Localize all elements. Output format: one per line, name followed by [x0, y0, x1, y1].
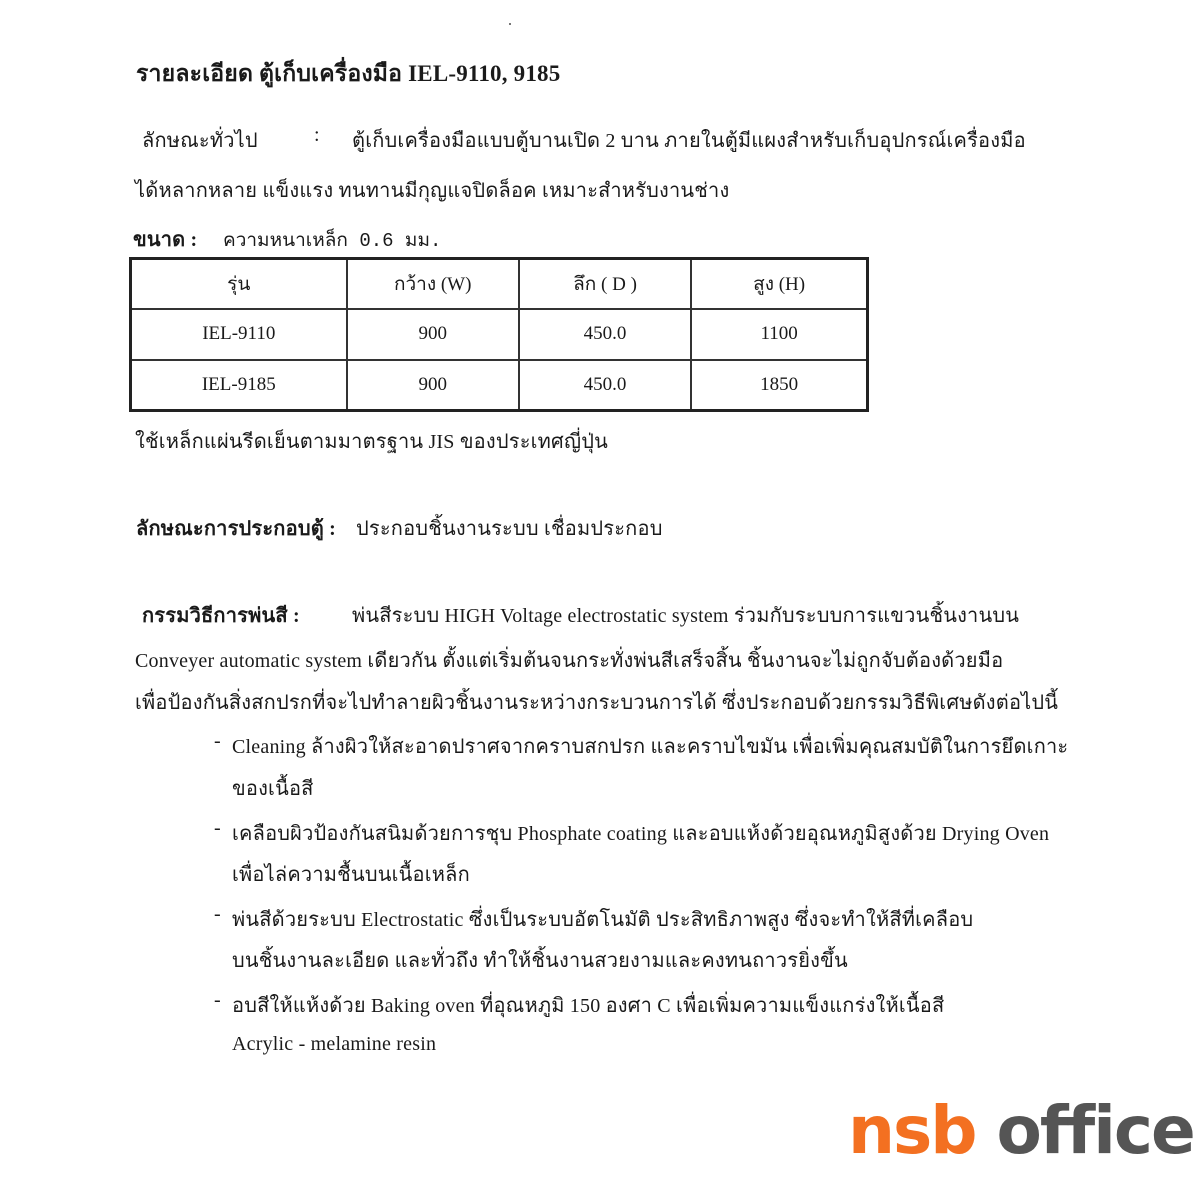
step-2-dash: - — [214, 817, 221, 839]
table-row — [131, 360, 868, 411]
general-colon: : — [314, 124, 320, 146]
logo-brand-text: nsb — [848, 1092, 976, 1169]
dimensions-table — [129, 257, 869, 412]
step-4-line-2: Acrylic - melamine resin — [232, 1033, 437, 1055]
steel-note: ใช้เหล็กแผ่นรีดเย็นตามมาตรฐาน JIS ของประเทศญี่ปุ่น — [135, 431, 608, 453]
size-value: ความหนาเหล็ก 0.6 มม. — [223, 230, 442, 252]
general-line-2: ได้หลากหลาย แข็งแรง ทนทานมีกุญแจปิดล็อค เหมาะสำหรับงานช่าง — [135, 180, 730, 202]
cell-height: 1100 — [691, 309, 867, 360]
painting-line-1: พ่นสีระบบ HIGH Voltage electrostatic system ร่วมกับระบบการแขวนชิ้นงานบน — [352, 605, 1020, 627]
assembly-label: ลักษณะการประกอบตู้ : — [136, 518, 336, 540]
step-4-dash: - — [214, 989, 221, 1011]
general-label: ลักษณะทั่วไป — [142, 130, 258, 152]
cell-depth: 450.0 — [519, 309, 691, 360]
step-2-line-2: เพื่อไล่ความชื้นบนเนื้อเหล็ก — [232, 864, 470, 886]
painting-line-2: Conveyer automatic system เดียวกัน ตั้งแต่เริ่มต้นจนกระทั่งพ่นสีเสร็จสิ้น ชิ้นงานจะไม่ถูกจับต้องด้วยมือ — [135, 650, 1004, 672]
document-title: รายละเอียด ตู้เก็บเครื่องมือ IEL-9110, 9185 — [136, 61, 561, 86]
header-height: สูง (H) — [691, 259, 867, 310]
painting-label: กรรมวิธีการพ่นสี : — [142, 605, 300, 627]
cell-model: IEL-9185 — [131, 360, 347, 411]
step-2-line-1: เคลือบผิวป้องกันสนิมด้วยการชุบ Phosphate coating และอบแห้งด้วยอุณหภูมิสูงด้วย Drying Oven — [232, 823, 1050, 845]
step-3-line-2: บนชิ้นงานละเอียด และทั่วถึง ทำให้ชิ้นงานสวยงามและคงทนถาวรยิ่งขึ้น — [232, 950, 848, 972]
step-1-line-2: ของเนื้อสี — [232, 778, 314, 800]
cell-height: 1850 — [691, 360, 867, 411]
cell-width: 900 — [347, 360, 519, 411]
cell-model: IEL-9110 — [131, 309, 347, 360]
table-row — [131, 309, 868, 360]
table-header-row — [131, 259, 868, 310]
step-1-dash: - — [214, 730, 221, 752]
step-4-line-1: อบสีให้แห้งด้วย Baking oven ที่อุณหภูมิ 150 องศา C เพื่อเพิ่มความแข็งแกร่งให้เนื้อสี — [232, 995, 945, 1017]
step-1-line-1: Cleaning ล้างผิวให้สะอาดปราศจากคราบสกปรก และคราบไขมัน เพื่อเพิ่มคุณสมบัติในการยึดเกาะ — [232, 736, 1069, 758]
logo-office-text: office — [996, 1092, 1194, 1169]
step-3-line-1: พ่นสีด้วยระบบ Electrostatic ซึ่งเป็นระบบอัตโนมัติ ประสิทธิภาพสูง ซึ่งจะทำให้สีที่เคลือบ — [232, 909, 974, 931]
header-width: กว้าง (W) — [347, 259, 519, 310]
cell-width: 900 — [347, 309, 519, 360]
general-line-1: ตู้เก็บเครื่องมือแบบตู้บานเปิด 2 บาน ภายในตู้มีแผงสำหรับเก็บอุปกรณ์เครื่องมือ — [352, 130, 1026, 152]
nsb-office-logo — [848, 1092, 1194, 1169]
cell-depth: 450.0 — [519, 360, 691, 411]
scan-speck — [509, 23, 511, 25]
size-label: ขนาด : — [133, 229, 198, 251]
assembly-value: ประกอบชิ้นงานระบบ เชื่อมประกอบ — [356, 518, 663, 540]
header-depth: ลึก ( D ) — [519, 259, 691, 310]
step-3-dash: - — [214, 903, 221, 925]
header-model: รุ่น — [131, 259, 347, 310]
painting-line-3: เพื่อป้องกันสิ่งสกปรกที่จะไปทำลายผิวชิ้นงานระหว่างกระบวนการได้ ซึ่งประกอบด้วยกรรมวิธีพิเศษดังต่อไปนี้ — [135, 692, 1059, 714]
